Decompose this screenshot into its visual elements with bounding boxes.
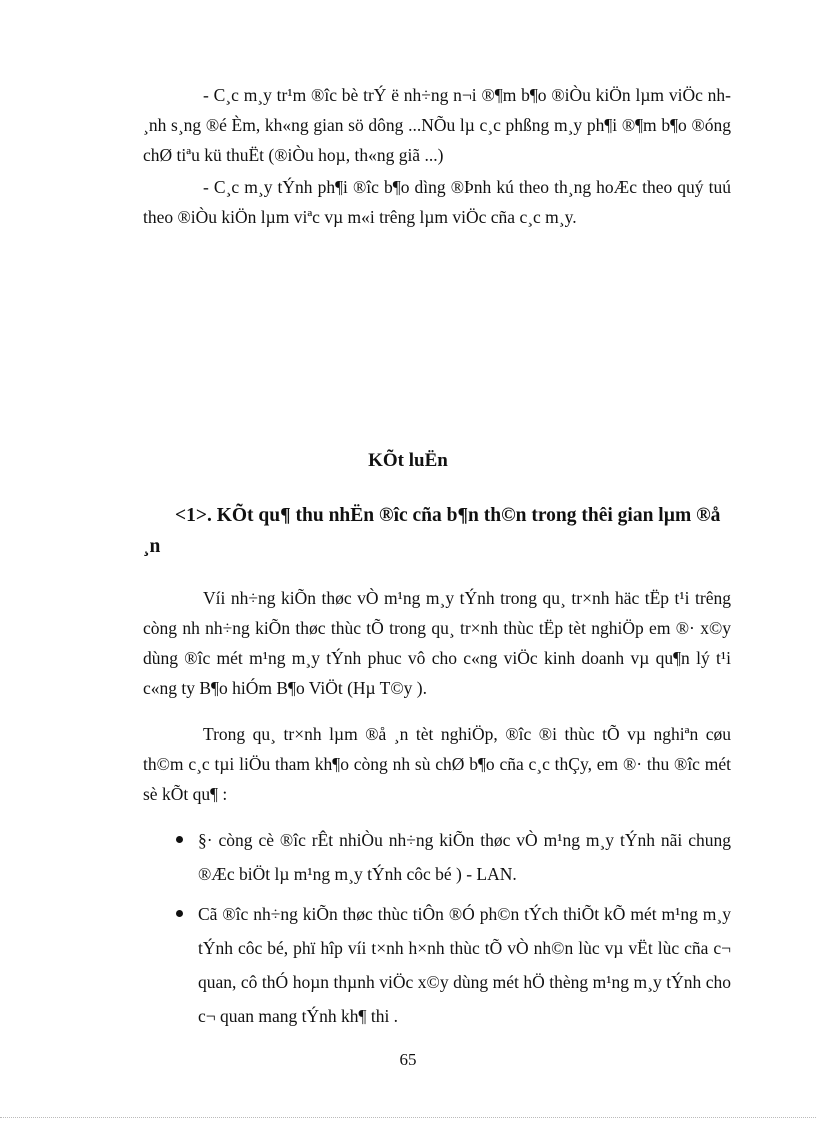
- section-heading: KÕt luËn: [368, 450, 448, 471]
- bullet-icon: [176, 910, 183, 917]
- list-item: [143, 823, 731, 891]
- footer-divider: [0, 1117, 816, 1118]
- paragraph-workstation-placement: - C¸c m¸y tr¹m ®îc bè trÝ ë nh÷ng n¬i ®¶m b¶o ®iÒu kiÖn lµm viÖc nh ¸nh s¸ng ®é Èm, kh«ng gian sö dông ...NÕu lµ c¸c phßng m¸y ph¶i ®¶m b¶o ®óng chØ tiªu kü thuËt (®iÒu hoµ, th«ng giã ...): [143, 85, 731, 165]
- bullet-icon: [176, 836, 183, 843]
- list-item-text: §· còng cè ®îc rÊt nhiÒu nh÷ng kiÕn thøc vÒ m¹ng m¸y tÝnh nãi chung ®Æc biÖt lµ m¹ng m¸y tÝnh côc bé ) - LAN.: [198, 830, 731, 884]
- page-number: 65: [399, 1050, 417, 1069]
- results-list: [143, 823, 731, 1039]
- paragraph-results-intro: Trong qu¸ tr×nh lµm ®å ¸n tèt nghiÖp, ®îc ®i thùc tÕ vµ nghiªn cøu th©m c¸c tµi liÖu tham kh¶o còng nh sù chØ b¶o cña c¸c thÇy, em ®· thu ®îc mét sè kÕt qu¶ :: [143, 724, 731, 804]
- paragraph-knowledge: Víi nh÷ng kiÕn thøc vÒ m¹ng m¸y tÝnh trong qu¸ tr×nh häc tËp t¹i trêng còng nh nh÷ng kiÕn thøc thùc tÕ trong qu¸ tr×nh thùc tËp tèt nghiÖp em ®· x©y dùng ®îc mét m¹ng m¸y tÝnh phuc vô cho c«ng viÖc kinh doanh vµ qu¶n lý t¹i c«ng ty B¶o hiÓm B¶o ViÖt (Hµ T©y ).: [143, 588, 731, 698]
- list-item-text: Cã ®îc nh÷ng kiÕn thøc thùc tiÔn ®Ó ph©n tÝch thiÕt kÕ mét m¹ng m¸y tÝnh côc bé, phï hîp víi t×nh h×nh thùc tÕ vÒ nh©n lùc vµ vËt lùc cña c¬ quan, cô thÓ hoµn thµnh viÖc x©y dùng mét hÖ thèng m¹ng m¸y tÝnh cho c¬ quan mang tÝnh kh¶ thi .: [198, 904, 731, 1026]
- paragraph-maintenance: - C¸c m¸y tÝnh ph¶i ®îc b¶o dìng ®Þnh kú theo th¸ng hoÆc theo quý tuú theo ®iÒu kiÖn lµm viªc vµ m«i trêng lµm viÖc cña c¸c m¸y.: [143, 177, 731, 227]
- list-item: [143, 897, 731, 1033]
- subsection-heading: <1>. KÕt qu¶ thu nhËn ®îc cña b¶n th©n trong thêi gian lµm ®å ¸n: [143, 505, 721, 557]
